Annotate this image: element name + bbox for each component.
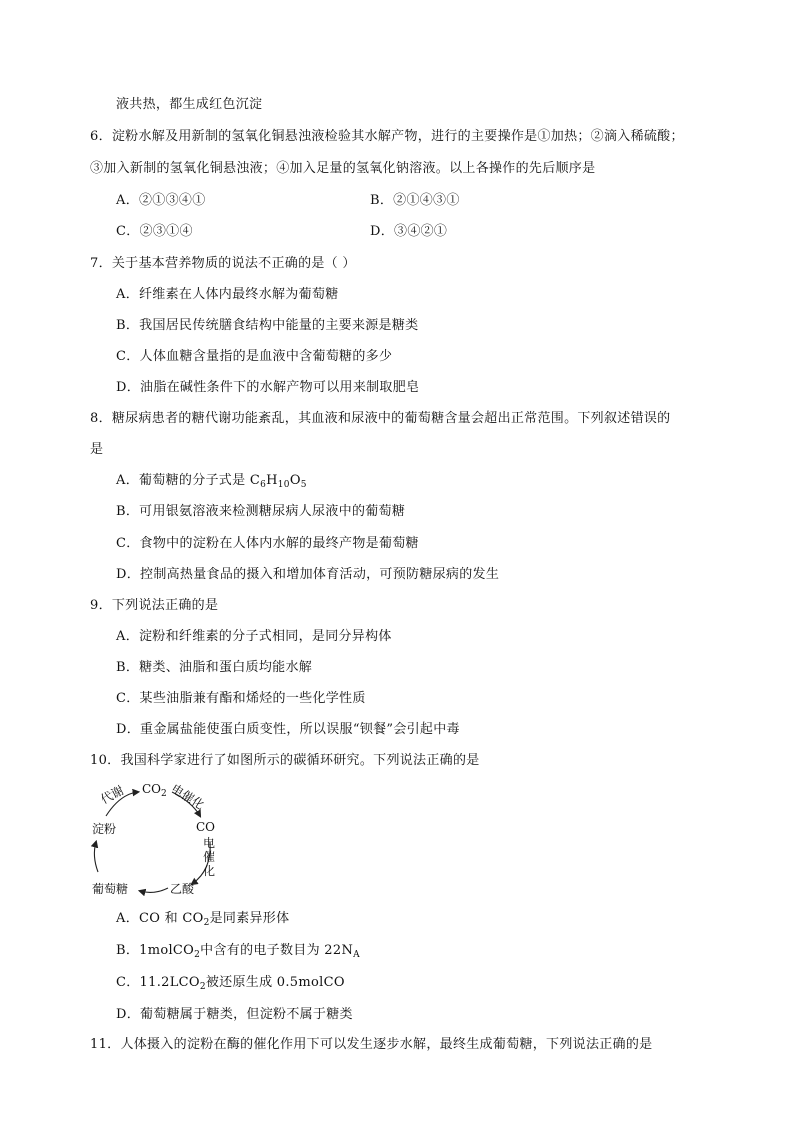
label-co: CO: [196, 820, 216, 834]
q8a-sub-10: 10: [277, 480, 290, 490]
q10b-text: B．1molCO: [116, 943, 195, 958]
q9-option-c: C．某些油脂兼有酯和烯烃的一些化学性质: [116, 691, 366, 706]
q9-option-b: B．糖类、油脂和蛋白质均能水解: [116, 660, 313, 675]
q8a-o: O: [289, 473, 301, 488]
co2-sub: 2: [161, 789, 167, 799]
q9-stem: 9．下列说法正确的是: [90, 598, 219, 613]
q10c-text: C．11.2LCO: [116, 975, 200, 990]
label-diancuihua-top: 电催化: [168, 781, 207, 813]
co2-text: CO: [142, 782, 162, 796]
q7-option-c: C．人体血糖含量指的是血液中含葡萄糖的多少: [116, 349, 393, 364]
q10c-post: 被还原生成 0.5molCO: [205, 975, 345, 990]
q10b-sub-a: A: [353, 950, 360, 960]
q10b-mid: 中含有的电子数目为 22N: [200, 943, 354, 958]
q6-option-b: B．②①④③①: [370, 193, 460, 208]
label-co2: [142, 782, 167, 799]
q5-continuation: 液共热，都生成红色沉淀: [116, 97, 263, 112]
q8-option-d: D．控制高热量食品的摄入和增加体育活动，可预防糖尿病的发生: [116, 567, 500, 582]
carbon-cycle-diagram: [84, 780, 234, 898]
q8a-text: A．葡萄糖的分子式是 C: [116, 473, 261, 488]
q10-stem: 10．我国科学家进行了如图所示的碳循环研究。下列说法正确的是: [90, 753, 480, 768]
q7-option-d: D．油脂在碱性条件下的水解产物可以用来制取肥皂: [116, 380, 420, 395]
label-daixie: 代谢: [98, 783, 127, 807]
q8a-sub-5: 5: [300, 480, 307, 490]
q6-stem-line1: 6．淀粉水解及用新制的氢氧化铜悬浊液检验其水解产物，进行的主要操作是①加热；②滴入稀硫酸；: [90, 129, 684, 144]
q10a-sub: 2: [203, 918, 210, 928]
q8a-sub-6: 6: [260, 480, 267, 490]
q7-stem: 7．关于基本营养物质的说法不正确的是（ ）: [90, 256, 356, 271]
q9-option-d: D．重金属盐能使蛋白质变性，所以误服“钡餐”会引起中毒: [116, 722, 460, 737]
q10c-sub: 2: [199, 982, 206, 992]
q7-option-b: B．我国居民传统膳食结构中能量的主要来源是糖类: [116, 318, 419, 333]
q10-option-d: D．葡萄糖属于糖类，但淀粉不属于糖类: [116, 1007, 353, 1022]
q9-option-a: A．淀粉和纤维素的分子式相同，是同分异构体: [116, 629, 392, 644]
label-putaotang: 葡萄糖: [92, 882, 129, 896]
label-yisuan: 乙酸: [170, 882, 195, 896]
q10-option-b: [116, 942, 360, 960]
label-diancuihua-side: 电催化: [202, 836, 215, 878]
q6-option-c: C．②③①④: [116, 224, 193, 239]
arrow-glucose-to-starch: [94, 842, 98, 872]
q8a-h: H: [266, 473, 278, 488]
q11-stem: 11．人体摄入的淀粉在酶的催化作用下可以发生逐步水解，最终生成葡萄糖，下列说法正确的是: [90, 1037, 653, 1052]
q8-option-b: B．可用银氨溶液来检测糖尿病人尿液中的葡萄糖: [116, 504, 406, 519]
q10-option-a: [116, 910, 289, 928]
q10-option-c: [116, 974, 345, 992]
q7-option-a: A．纤维素在人体内最终水解为葡萄糖: [116, 287, 339, 302]
q8-stem-line1: 8．糖尿病患者的糖代谢功能紊乱，其血液和尿液中的葡萄糖含量会超出正常范围。下列叙述错误的: [90, 411, 671, 426]
q10a-post: 是同素异形体: [209, 911, 290, 926]
q8-stem-line2: 是: [90, 442, 104, 457]
q10a-text: A．CO 和 CO: [116, 911, 204, 926]
q6-option-d: D．③④②①: [370, 224, 448, 239]
q8-option-c: C．食物中的淀粉在人体内水解的最终产物是葡萄糖: [116, 536, 419, 551]
arrow-acetic-to-glucose: [140, 888, 168, 892]
q6-stem-line2: ③加入新制的氢氧化铜悬浊液；④加入足量的氢氧化钠溶液。以上各操作的先后顺序是: [90, 161, 596, 176]
q10b-sub: 2: [194, 950, 201, 960]
label-dianfen: 淀粉: [92, 822, 117, 836]
q6-option-a: A．②①③④①: [116, 193, 206, 208]
q8-option-a: [116, 472, 307, 490]
